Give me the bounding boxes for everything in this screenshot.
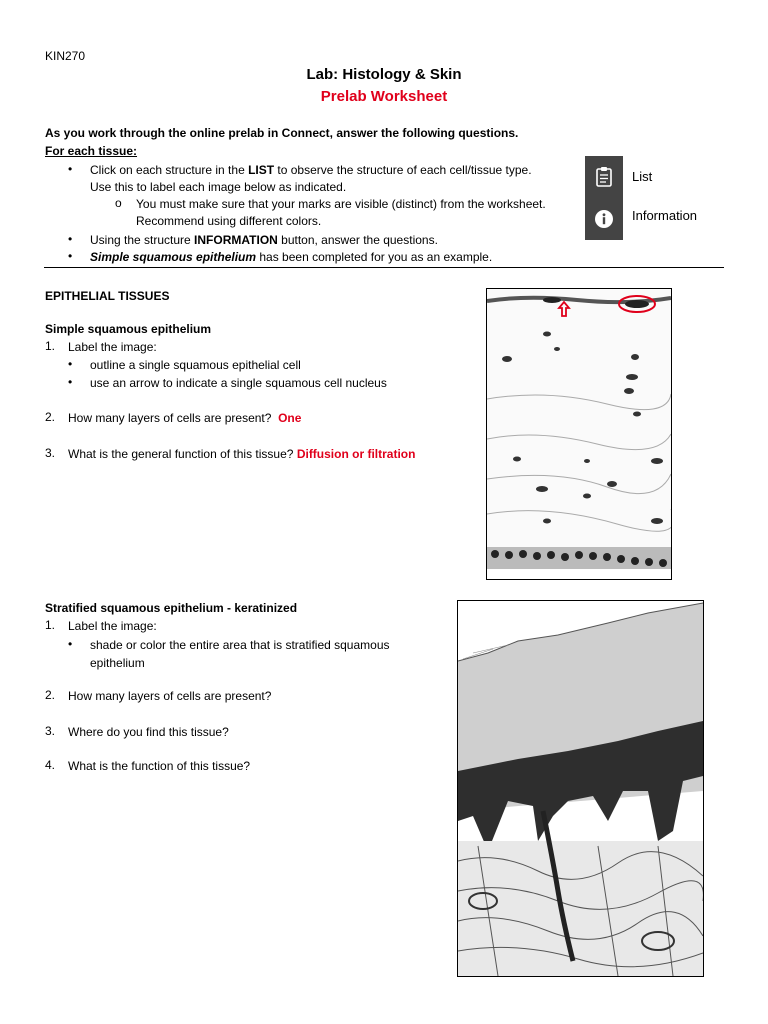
question-4: What is the function of this tissue? bbox=[68, 759, 251, 773]
section-heading: EPITHELIAL TISSUES bbox=[45, 289, 170, 303]
tissue-title-simple: Simple squamous epithelium bbox=[45, 322, 212, 336]
sub-instruction-line1: You must make sure that your marks are visible (distinct) from the worksheet. bbox=[136, 197, 546, 211]
question-number: 1. bbox=[45, 339, 56, 353]
question-number: 1. bbox=[45, 618, 56, 632]
page-title: Lab: Histology & Skin bbox=[306, 66, 462, 83]
information-label: Information bbox=[632, 208, 698, 223]
question-number: 4. bbox=[45, 758, 56, 772]
instruction-1: Click on each structure in the LIST to observe the structure of each cell/tissue type. bbox=[90, 163, 532, 177]
question-2: How many layers of cells are present? One bbox=[68, 411, 302, 425]
for-each-heading: For each tissue: bbox=[45, 144, 138, 158]
instruction-1-line2: Use this to label each image below as indicated. bbox=[90, 180, 347, 194]
question-number: 3. bbox=[45, 724, 56, 738]
answer-function: Diffusion or filtration bbox=[296, 447, 416, 461]
bullet-marker: • bbox=[68, 162, 73, 176]
icon-panel bbox=[585, 156, 623, 240]
bullet-marker: • bbox=[68, 637, 73, 651]
list-button[interactable] bbox=[585, 158, 623, 196]
info-icon bbox=[594, 209, 614, 229]
question-number: 2. bbox=[45, 688, 56, 702]
question-1-bullet-1: outline a single squamous epithelial cell bbox=[90, 358, 301, 372]
bullet-marker: • bbox=[68, 249, 73, 263]
tissue-title-stratified: Stratified squamous epithelium - keratinized bbox=[45, 601, 298, 615]
question-1-bullet-2: use an arrow to indicate a single squamous cell nucleus bbox=[90, 376, 387, 390]
question-1: Label the image: bbox=[68, 619, 157, 633]
instruction-list bbox=[0, 162, 580, 272]
bullet-marker: • bbox=[68, 232, 73, 246]
question-number: 3. bbox=[45, 446, 56, 460]
instruction-3: Simple squamous epithelium has been completed for you as an example. bbox=[90, 250, 493, 264]
bullet-marker: • bbox=[68, 375, 73, 389]
question-1-bullet-line2: epithelium bbox=[90, 656, 145, 670]
answer-layers: One bbox=[278, 411, 302, 425]
question-1: Label the image: bbox=[68, 340, 157, 354]
question-2: How many layers of cells are present? bbox=[68, 689, 272, 703]
page-subtitle: Prelab Worksheet bbox=[320, 88, 448, 105]
sub-instruction-line2: Recommend using different colors. bbox=[136, 214, 322, 228]
intro-instruction: As you work through the online prelab in Connect, answer the following questions. bbox=[45, 126, 519, 140]
stratified-squamous-micrograph bbox=[457, 600, 704, 977]
list-label: List bbox=[632, 169, 653, 184]
information-button[interactable] bbox=[585, 200, 623, 238]
question-1-bullet-line1: shade or color the entire area that is stratified squamous bbox=[90, 638, 390, 652]
question-3: What is the general function of this tissue? Diffusion or filtration bbox=[68, 447, 416, 461]
clipboard-icon bbox=[595, 166, 613, 188]
section-divider bbox=[44, 267, 724, 268]
sub-bullet-marker: o bbox=[115, 196, 122, 210]
question-number: 2. bbox=[45, 410, 56, 424]
question-3: Where do you find this tissue? bbox=[68, 725, 229, 739]
instruction-2: Using the structure INFORMATION button, answer the questions. bbox=[90, 233, 438, 247]
bullet-marker: • bbox=[68, 357, 73, 371]
simple-squamous-micrograph bbox=[486, 288, 672, 580]
course-code: KIN270 bbox=[45, 49, 86, 63]
